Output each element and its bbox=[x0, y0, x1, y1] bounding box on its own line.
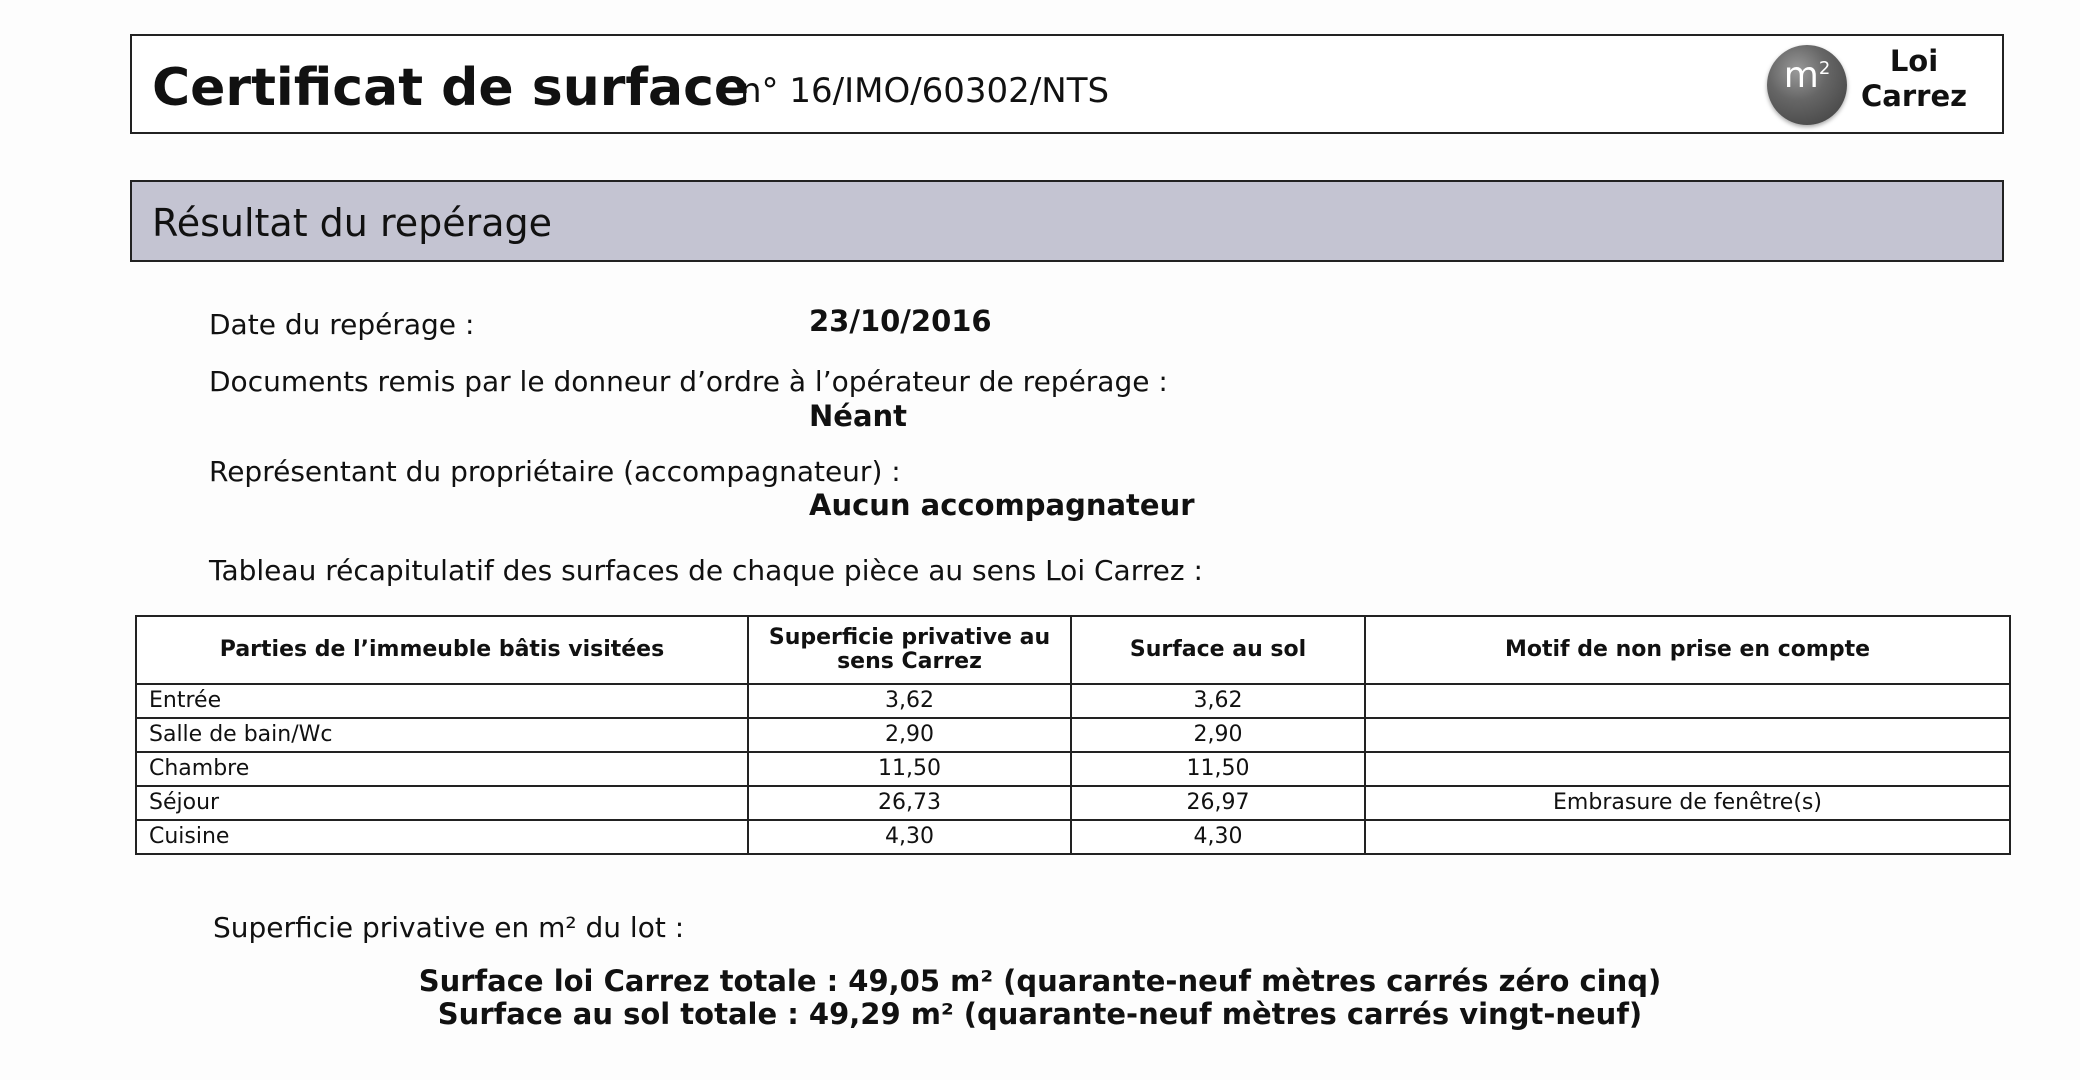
carrez-value: 2,90 bbox=[748, 718, 1071, 752]
table-row bbox=[136, 684, 2010, 718]
motif-value: Embrasure de fenêtre(s) bbox=[1365, 786, 2010, 820]
room-name: Chambre bbox=[136, 752, 748, 786]
surfaces-table bbox=[135, 615, 2011, 855]
table-header-row bbox=[136, 616, 2010, 684]
logo-caption-line2: Carrez bbox=[1860, 78, 1967, 113]
date-label: Date du repérage : bbox=[209, 308, 475, 341]
section-title: Résultat du repérage bbox=[152, 201, 553, 245]
documents-value: Néant bbox=[809, 399, 908, 433]
sol-value: 3,62 bbox=[1071, 684, 1365, 718]
logo-symbol-m: m bbox=[1783, 55, 1819, 96]
documents-label: Documents remis par le donneur d’ordre à l’opérateur de repérage : bbox=[209, 365, 1168, 398]
motif-value bbox=[1365, 718, 2010, 752]
column-header-superficie-carrez: Superficie privative au sens Carrez bbox=[748, 616, 1071, 684]
logo-symbol-sup: 2 bbox=[1818, 58, 1831, 79]
certificate-number: n° 16/IMO/60302/NTS bbox=[740, 71, 1110, 111]
sol-value: 11,50 bbox=[1071, 752, 1365, 786]
tableau-label: Tableau récapitulatif des surfaces de chaque pièce au sens Loi Carrez : bbox=[209, 554, 1203, 587]
carrez-value: 3,62 bbox=[748, 684, 1071, 718]
sol-value: 4,30 bbox=[1071, 820, 1365, 854]
room-name: Entrée bbox=[136, 684, 748, 718]
sol-total: Surface au sol totale : 49,29 m² (quarante-neuf mètres carrés vingt-neuf) bbox=[437, 997, 1643, 1031]
date-value: 23/10/2016 bbox=[809, 304, 992, 338]
carrez-value: 11,50 bbox=[748, 752, 1071, 786]
table-row bbox=[136, 820, 2010, 854]
motif-value bbox=[1365, 820, 2010, 854]
sol-value: 26,97 bbox=[1071, 786, 1365, 820]
carrez-value: 26,73 bbox=[748, 786, 1071, 820]
logo-symbol bbox=[1767, 55, 1847, 96]
logo-caption bbox=[1854, 44, 1974, 114]
table-row bbox=[136, 718, 2010, 752]
room-name: Salle de bain/Wc bbox=[136, 718, 748, 752]
column-header-parties: Parties de l’immeuble bâtis visitées bbox=[136, 616, 748, 684]
logo-caption-line1: Loi bbox=[1889, 44, 1939, 78]
motif-value bbox=[1365, 684, 2010, 718]
sol-value: 2,90 bbox=[1071, 718, 1365, 752]
column-header-surface-sol: Surface au sol bbox=[1071, 616, 1365, 684]
carrez-value: 4,30 bbox=[748, 820, 1071, 854]
table-row bbox=[136, 786, 2010, 820]
representant-value: Aucun accompagnateur bbox=[809, 488, 1195, 522]
representant-label: Représentant du propriétaire (accompagnateur) : bbox=[209, 455, 901, 488]
room-name: Cuisine bbox=[136, 820, 748, 854]
table-row bbox=[136, 752, 2010, 786]
motif-value bbox=[1365, 752, 2010, 786]
carrez-total: Surface loi Carrez totale : 49,05 m² (quarante-neuf mètres carrés zéro cinq) bbox=[418, 964, 1662, 998]
room-name: Séjour bbox=[136, 786, 748, 820]
summary-label: Superficie privative en m² du lot : bbox=[213, 911, 685, 944]
column-header-motif: Motif de non prise en compte bbox=[1365, 616, 2010, 684]
certificate-title: Certificat de surface bbox=[152, 58, 750, 118]
